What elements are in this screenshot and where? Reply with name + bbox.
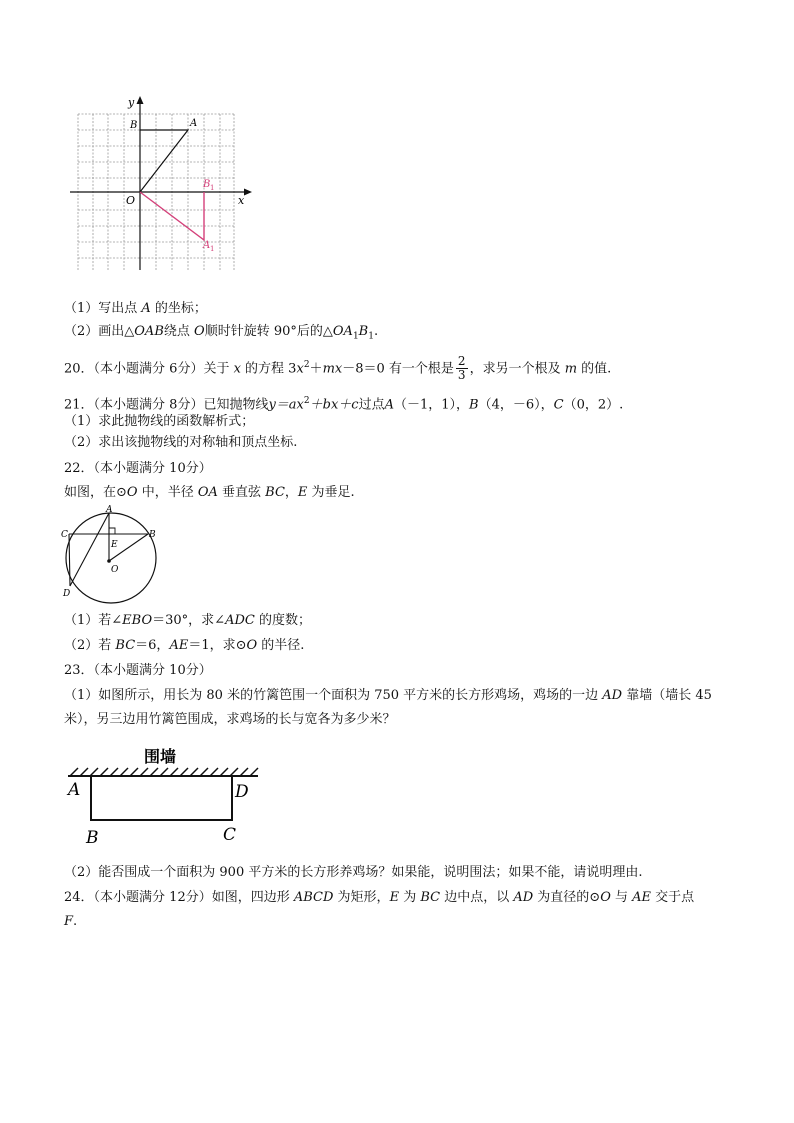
fig-label-a: A	[106, 505, 113, 515]
text: －8＝0 有一个根是	[342, 361, 454, 377]
label-a1: A	[203, 240, 211, 251]
text: 交于点	[651, 890, 695, 905]
q23-part1-line1	[64, 687, 712, 705]
text: （1）如图所示，用长为 80 米的竹篱笆围一个面积为 750 平方米的长方形鸡场，鸡场的一边	[64, 688, 603, 703]
text: 的半径.	[257, 638, 305, 653]
text: .	[73, 914, 78, 929]
line-cd	[69, 534, 70, 586]
q21-part2: （2）求出该抛物线的对称轴和顶点坐标.	[64, 435, 298, 450]
text: 20．（本小题满分 6分）关于	[64, 361, 234, 377]
text: （4，－6），	[478, 397, 554, 413]
text: （2）若	[64, 638, 116, 653]
var-x: x	[296, 361, 304, 377]
var-b: B	[358, 324, 369, 339]
q24-line1	[64, 889, 694, 907]
var: BC	[115, 638, 136, 653]
frac-den: 3	[457, 368, 466, 383]
text: 21．（本小题满分 8分）已知抛物线	[64, 397, 269, 413]
wall-figure	[62, 742, 272, 852]
text: .	[373, 324, 379, 339]
var: BC	[265, 485, 285, 500]
var: BC	[420, 890, 441, 905]
var: ABCD	[293, 890, 334, 905]
circle-o	[66, 513, 156, 603]
label-x: x	[238, 194, 245, 207]
var: O	[126, 485, 138, 500]
sub: 1	[352, 331, 359, 342]
text: 24．（本小题满分 12分）如图，四边形	[64, 890, 294, 905]
label-b1: B	[203, 179, 211, 190]
var: AE	[632, 890, 652, 905]
q22-stem	[64, 484, 355, 502]
var-mx: mx	[322, 361, 343, 377]
text: 的值.	[577, 361, 612, 377]
triangle-oab-text: △OAB	[124, 324, 164, 339]
text: 的度数；	[254, 613, 311, 628]
wall-label-a: A	[68, 780, 81, 800]
var: ADC	[225, 613, 255, 628]
var: E	[297, 485, 308, 500]
label-b: B	[130, 120, 138, 131]
text: 为直径的⊙	[533, 890, 601, 905]
var-o: O	[194, 324, 205, 339]
var: O	[246, 638, 258, 653]
text: 垂直弦	[217, 485, 266, 500]
var: AE	[169, 638, 189, 653]
q21-part1: （1）求此抛物线的函数解析式；	[64, 414, 255, 429]
x-axis-arrow	[244, 189, 252, 196]
fig-label-o: O	[111, 565, 119, 575]
line-ad	[70, 513, 109, 586]
var-x: x	[233, 361, 241, 377]
right-angle-mark	[109, 528, 115, 534]
sup: 2	[303, 360, 310, 370]
var: F	[64, 914, 74, 929]
text: 过点	[358, 397, 385, 413]
q21-stem	[64, 392, 623, 414]
fence-rectangle	[91, 776, 232, 820]
q22-part1	[64, 612, 311, 630]
wall-hatching	[70, 768, 258, 776]
var-a: A	[384, 397, 394, 413]
fig-label-e: E	[111, 540, 118, 550]
wall-label-c: C	[223, 825, 237, 845]
text: 如图，在⊙	[64, 485, 127, 500]
text: ，	[284, 485, 298, 500]
sub: 1	[368, 331, 374, 342]
text: ，求另一个根及	[469, 361, 565, 377]
fraction-two-thirds	[456, 355, 468, 382]
circle-figure	[60, 504, 170, 604]
text: 的坐标；	[150, 301, 207, 316]
label-b1-sub: 1	[210, 184, 215, 192]
q23-part1-line2: 米），另三边用竹篱笆围成，求鸡场的长与宽各为多少米？	[64, 712, 396, 727]
label-y: y	[128, 96, 135, 109]
text: 与	[610, 890, 633, 905]
var: AD	[513, 890, 534, 905]
var-a: A	[141, 301, 151, 316]
wall-label: 围墙	[144, 747, 177, 766]
eq: y＝ax	[268, 397, 304, 413]
text: 靠墙（墙长 45	[622, 688, 712, 703]
q23-part2: （2）能否围成一个面积为 900 平方米的长方形养鸡场？如果能，说明围法；如果不能，请说明理由.	[64, 865, 643, 880]
fig-label-b: B	[149, 530, 156, 540]
var: E	[389, 890, 400, 905]
var-c: C	[553, 397, 564, 413]
label-a1-sub: 1	[210, 245, 215, 253]
text: （1）若∠	[64, 613, 123, 628]
q23-head: 23．（本小题满分 10分）	[64, 663, 212, 678]
text: 为	[399, 890, 421, 905]
text: （0，2）.	[563, 397, 624, 413]
q22-head: 22．（本小题满分 10分）	[64, 461, 212, 476]
fig-label-d: D	[63, 589, 71, 599]
q19-part1	[64, 300, 207, 318]
var: EBO	[122, 613, 153, 628]
eq: ＋bx＋c	[309, 397, 359, 413]
triangle-oab	[140, 130, 188, 192]
text: ＋	[309, 361, 323, 377]
wall-label-b: B	[86, 828, 99, 848]
center-dot	[107, 559, 111, 563]
label-a: A	[190, 118, 198, 129]
text: ＝6，	[135, 638, 170, 653]
var: OA	[197, 485, 218, 500]
var-b: B	[469, 397, 479, 413]
text: 的方程 3	[240, 361, 297, 377]
var-m: m	[564, 361, 578, 377]
q22-part2	[64, 637, 304, 655]
text: （2）画出	[64, 324, 125, 339]
wall-label-d: D	[235, 782, 249, 802]
text: ＝30°，求∠	[152, 613, 226, 628]
text: 为垂足.	[307, 485, 355, 500]
text: 绕点	[163, 324, 195, 339]
sup: 2	[303, 396, 310, 406]
text: （1）写出点	[64, 301, 142, 316]
text: ＝1，求⊙	[188, 638, 247, 653]
text: 为矩形，	[333, 890, 390, 905]
y-axis-arrow	[137, 96, 144, 104]
text: 顺时针旋转 90°后的	[204, 324, 323, 339]
triangle-oa1b1-text: △OA	[322, 324, 353, 339]
q24-line2	[64, 913, 77, 931]
frac-num: 2	[457, 354, 466, 369]
label-o: O	[126, 194, 136, 207]
var: O	[600, 890, 611, 905]
text: 中，半径	[137, 485, 198, 500]
coordinate-grid-figure	[70, 92, 270, 272]
q20	[64, 350, 611, 384]
text: （－1，1），	[393, 397, 470, 413]
var: AD	[602, 688, 623, 703]
text: 边中点，以	[440, 890, 514, 905]
fig-label-c: C	[61, 530, 68, 540]
q19-part2	[64, 323, 378, 346]
